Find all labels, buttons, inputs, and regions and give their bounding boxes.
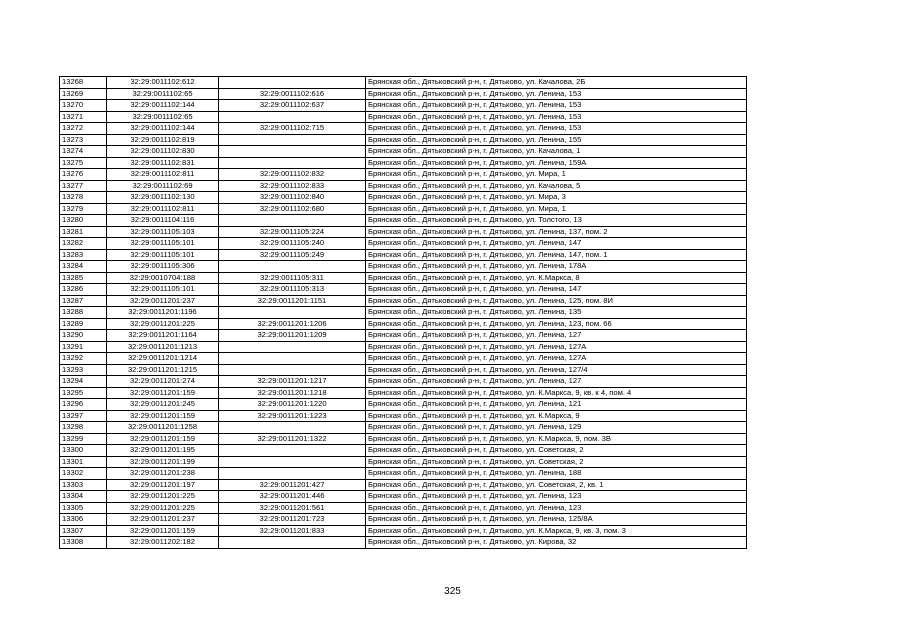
object-number-cell bbox=[219, 261, 366, 273]
cadastral-number-cell: 32:29:0011201:274 bbox=[107, 376, 219, 388]
object-number-cell bbox=[219, 146, 366, 158]
row-number-cell: 13281 bbox=[60, 226, 107, 238]
address-cell: Брянская обл., Дятьковский р-н, г. Дятьково, ул. Ленина, 129 bbox=[366, 422, 747, 434]
object-number-cell bbox=[219, 215, 366, 227]
object-number-cell: 32:29:0011102:637 bbox=[219, 100, 366, 112]
address-cell: Брянская обл., Дятьковский р-н, г. Дятьково, ул. Кирова, 32 bbox=[366, 537, 747, 549]
address-cell: Брянская обл., Дятьковский р-н, г. Дятьково, ул. Ленина, 137, пом. 2 bbox=[366, 226, 747, 238]
address-cell: Брянская обл., Дятьковский р-н, г. Дятьково, ул. Ленина, 147 bbox=[366, 284, 747, 296]
row-number-cell: 13286 bbox=[60, 284, 107, 296]
table-row bbox=[60, 376, 747, 388]
cadastral-number-cell: 32:29:0011102:65 bbox=[107, 111, 219, 123]
cadastral-number-cell: 32:29:0011201:237 bbox=[107, 295, 219, 307]
cadastral-number-cell: 32:29:0011102:830 bbox=[107, 146, 219, 158]
object-number-cell: 32:29:0011102:616 bbox=[219, 88, 366, 100]
address-cell: Брянская обл., Дятьковский р-н, г. Дятьково, ул. Ленина, 123 bbox=[366, 502, 747, 514]
address-cell: Брянская обл., Дятьковский р-н, г. Дятьково, ул. Ленина, 135 bbox=[366, 307, 747, 319]
table-row bbox=[60, 203, 747, 215]
cadastral-table bbox=[59, 76, 747, 549]
row-number-cell: 13304 bbox=[60, 491, 107, 503]
table-row bbox=[60, 502, 747, 514]
table-row bbox=[60, 341, 747, 353]
row-number-cell: 13291 bbox=[60, 341, 107, 353]
table-row bbox=[60, 468, 747, 480]
table-row bbox=[60, 479, 747, 491]
object-number-cell: 32:29:0011201:1218 bbox=[219, 387, 366, 399]
table-row bbox=[60, 514, 747, 526]
table-row bbox=[60, 215, 747, 227]
address-cell: Брянская обл., Дятьковский р-н, г. Дятьково, ул. Качалова, 1 bbox=[366, 146, 747, 158]
address-cell: Брянская обл., Дятьковский р-н, г. Дятьково, ул. К.Маркса, 9, кв. к 4, пом. 4 bbox=[366, 387, 747, 399]
cadastral-number-cell: 32:29:0011105:101 bbox=[107, 238, 219, 250]
table-row bbox=[60, 77, 747, 89]
address-cell: Брянская обл., Дятьковский р-н, г. Дятьково, ул. Ленина, 123 bbox=[366, 491, 747, 503]
table-row bbox=[60, 111, 747, 123]
cadastral-number-cell: 32:29:0011201:1213 bbox=[107, 341, 219, 353]
cadastral-number-cell: 32:29:0011105:103 bbox=[107, 226, 219, 238]
cadastral-number-cell: 32:29:0011104:116 bbox=[107, 215, 219, 227]
address-cell: Брянская обл., Дятьковский р-н, г. Дятьково, ул. Мира, 1 bbox=[366, 203, 747, 215]
table-row bbox=[60, 123, 747, 135]
cadastral-number-cell: 32:29:0011201:159 bbox=[107, 525, 219, 537]
table-row bbox=[60, 146, 747, 158]
cadastral-number-cell: 32:29:0011201:1214 bbox=[107, 353, 219, 365]
cadastral-number-cell: 32:29:0011102:130 bbox=[107, 192, 219, 204]
object-number-cell: 32:29:0011201:1206 bbox=[219, 318, 366, 330]
table-row bbox=[60, 330, 747, 342]
cadastral-number-cell: 32:29:0011201:225 bbox=[107, 318, 219, 330]
row-number-cell: 13307 bbox=[60, 525, 107, 537]
table-row bbox=[60, 249, 747, 261]
object-number-cell: 32:29:0011105:240 bbox=[219, 238, 366, 250]
cadastral-number-cell: 32:29:0011102:811 bbox=[107, 203, 219, 215]
object-number-cell: 32:29:0011201:723 bbox=[219, 514, 366, 526]
table-row bbox=[60, 180, 747, 192]
table-row bbox=[60, 525, 747, 537]
row-number-cell: 13306 bbox=[60, 514, 107, 526]
address-cell: Брянская обл., Дятьковский р-н, г. Дятьково, ул. Ленина, 147, пом. 1 bbox=[366, 249, 747, 261]
object-number-cell: 32:29:0011105:313 bbox=[219, 284, 366, 296]
address-cell: Брянская обл., Дятьковский р-н, г. Дятьково, ул. Ленина, 125/8А bbox=[366, 514, 747, 526]
row-number-cell: 13278 bbox=[60, 192, 107, 204]
address-cell: Брянская обл., Дятьковский р-н, г. Дятьково, ул. Советская, 2 bbox=[366, 456, 747, 468]
object-number-cell: 32:29:0011201:1220 bbox=[219, 399, 366, 411]
row-number-cell: 13303 bbox=[60, 479, 107, 491]
row-number-cell: 13276 bbox=[60, 169, 107, 181]
row-number-cell: 13282 bbox=[60, 238, 107, 250]
object-number-cell bbox=[219, 353, 366, 365]
table-row bbox=[60, 445, 747, 457]
cadastral-number-cell: 32:29:0011201:1196 bbox=[107, 307, 219, 319]
address-cell: Брянская обл., Дятьковский р-н, г. Дятьково, ул. Ленина, 147 bbox=[366, 238, 747, 250]
object-number-cell bbox=[219, 307, 366, 319]
object-number-cell: 32:29:0011201:561 bbox=[219, 502, 366, 514]
address-cell: Брянская обл., Дятьковский р-н, г. Дятьково, ул. К.Маркса, 9 bbox=[366, 410, 747, 422]
object-number-cell bbox=[219, 364, 366, 376]
row-number-cell: 13288 bbox=[60, 307, 107, 319]
cadastral-number-cell: 32:29:0011102:69 bbox=[107, 180, 219, 192]
row-number-cell: 13305 bbox=[60, 502, 107, 514]
object-number-cell bbox=[219, 341, 366, 353]
row-number-cell: 13290 bbox=[60, 330, 107, 342]
object-number-cell: 32:29:0011201:1151 bbox=[219, 295, 366, 307]
table-row bbox=[60, 399, 747, 411]
object-number-cell bbox=[219, 157, 366, 169]
table-row bbox=[60, 261, 747, 273]
row-number-cell: 13289 bbox=[60, 318, 107, 330]
address-cell: Брянская обл., Дятьковский р-н, г. Дятьково, ул. Ленина, 127/4 bbox=[366, 364, 747, 376]
row-number-cell: 13296 bbox=[60, 399, 107, 411]
row-number-cell: 13280 bbox=[60, 215, 107, 227]
object-number-cell: 32:29:0011201:1322 bbox=[219, 433, 366, 445]
table-row bbox=[60, 284, 747, 296]
address-cell: Брянская обл., Дятьковский р-н, г. Дятьково, ул. Ленина, 153 bbox=[366, 123, 747, 135]
cadastral-number-cell: 32:29:0011102:144 bbox=[107, 123, 219, 135]
table-row bbox=[60, 272, 747, 284]
row-number-cell: 13300 bbox=[60, 445, 107, 457]
object-number-cell: 32:29:0011102:680 bbox=[219, 203, 366, 215]
table-row bbox=[60, 410, 747, 422]
row-number-cell: 13294 bbox=[60, 376, 107, 388]
address-cell: Брянская обл., Дятьковский р-н, г. Дятьково, ул. К.Маркса, 8 bbox=[366, 272, 747, 284]
address-cell: Брянская обл., Дятьковский р-н, г. Дятьково, ул. Ленина, 123, пом. 66 bbox=[366, 318, 747, 330]
table-row bbox=[60, 387, 747, 399]
address-cell: Брянская обл., Дятьковский р-н, г. Дятьково, ул. Ленина, 127А bbox=[366, 341, 747, 353]
object-number-cell bbox=[219, 537, 366, 549]
table-row bbox=[60, 318, 747, 330]
cadastral-number-cell: 32:29:0011201:159 bbox=[107, 433, 219, 445]
address-cell: Брянская обл., Дятьковский р-н, г. Дятьково, ул. Качалова, 2Б bbox=[366, 77, 747, 89]
cadastral-number-cell: 32:29:0011201:1215 bbox=[107, 364, 219, 376]
row-number-cell: 13293 bbox=[60, 364, 107, 376]
object-number-cell: 32:29:0011102:715 bbox=[219, 123, 366, 135]
object-number-cell: 32:29:0011201:1217 bbox=[219, 376, 366, 388]
table-row bbox=[60, 226, 747, 238]
object-number-cell: 32:29:0011105:249 bbox=[219, 249, 366, 261]
cadastral-number-cell: 32:29:0011201:159 bbox=[107, 410, 219, 422]
cadastral-number-cell: 32:29:0011105:101 bbox=[107, 284, 219, 296]
address-cell: Брянская обл., Дятьковский р-н, г. Дятьково, ул. Советская, 2, кв. 1 bbox=[366, 479, 747, 491]
object-number-cell bbox=[219, 422, 366, 434]
address-cell: Брянская обл., Дятьковский р-н, г. Дятьково, ул. Мира, 1 bbox=[366, 169, 747, 181]
cadastral-number-cell: 32:29:0011201:238 bbox=[107, 468, 219, 480]
row-number-cell: 13287 bbox=[60, 295, 107, 307]
table-row bbox=[60, 157, 747, 169]
address-cell: Брянская обл., Дятьковский р-н, г. Дятьково, ул. Ленина, 121 bbox=[366, 399, 747, 411]
cadastral-number-cell: 32:29:0011102:612 bbox=[107, 77, 219, 89]
object-number-cell: 32:29:0011201:427 bbox=[219, 479, 366, 491]
row-number-cell: 13274 bbox=[60, 146, 107, 158]
object-number-cell: 32:29:0011105:224 bbox=[219, 226, 366, 238]
address-cell: Брянская обл., Дятьковский р-н, г. Дятьково, ул. Ленина, 127 bbox=[366, 376, 747, 388]
cadastral-number-cell: 32:29:0011201:225 bbox=[107, 502, 219, 514]
row-number-cell: 13295 bbox=[60, 387, 107, 399]
row-number-cell: 13277 bbox=[60, 180, 107, 192]
row-number-cell: 13283 bbox=[60, 249, 107, 261]
object-number-cell: 32:29:0011105:311 bbox=[219, 272, 366, 284]
cadastral-number-cell: 32:29:0011201:159 bbox=[107, 387, 219, 399]
cadastral-number-cell: 32:29:0011102:811 bbox=[107, 169, 219, 181]
address-cell: Брянская обл., Дятьковский р-н, г. Дятьково, ул. Толстого, 13 bbox=[366, 215, 747, 227]
row-number-cell: 13284 bbox=[60, 261, 107, 273]
object-number-cell: 32:29:0011201:1209 bbox=[219, 330, 366, 342]
cadastral-number-cell: 32:29:0011102:831 bbox=[107, 157, 219, 169]
cadastral-number-cell: 32:29:0011201:1164 bbox=[107, 330, 219, 342]
object-number-cell: 32:29:0011102:832 bbox=[219, 169, 366, 181]
row-number-cell: 13297 bbox=[60, 410, 107, 422]
row-number-cell: 13268 bbox=[60, 77, 107, 89]
object-number-cell bbox=[219, 456, 366, 468]
table-row bbox=[60, 353, 747, 365]
table-row bbox=[60, 456, 747, 468]
row-number-cell: 13308 bbox=[60, 537, 107, 549]
address-cell: Брянская обл., Дятьковский р-н, г. Дятьково, ул. Ленина, 125, пом. 8И bbox=[366, 295, 747, 307]
cadastral-number-cell: 32:29:0011201:225 bbox=[107, 491, 219, 503]
object-number-cell: 32:29:0011201:446 bbox=[219, 491, 366, 503]
cadastral-number-cell: 32:29:0011102:65 bbox=[107, 88, 219, 100]
address-cell: Брянская обл., Дятьковский р-н, г. Дятьково, ул. Мира, 3 bbox=[366, 192, 747, 204]
cadastral-number-cell: 32:29:0011105:306 bbox=[107, 261, 219, 273]
address-cell: Брянская обл., Дятьковский р-н, г. Дятьково, ул. Советская, 2 bbox=[366, 445, 747, 457]
row-number-cell: 13301 bbox=[60, 456, 107, 468]
address-cell: Брянская обл., Дятьковский р-н, г. Дятьково, ул. Ленина, 178А bbox=[366, 261, 747, 273]
cadastral-number-cell: 32:29:0011201:195 bbox=[107, 445, 219, 457]
table-row bbox=[60, 100, 747, 112]
row-number-cell: 13285 bbox=[60, 272, 107, 284]
address-cell: Брянская обл., Дятьковский р-н, г. Дятьково, ул. Ленина, 153 bbox=[366, 100, 747, 112]
table-row bbox=[60, 238, 747, 250]
row-number-cell: 13279 bbox=[60, 203, 107, 215]
table-row bbox=[60, 134, 747, 146]
object-number-cell bbox=[219, 134, 366, 146]
row-number-cell: 13298 bbox=[60, 422, 107, 434]
table-row bbox=[60, 88, 747, 100]
row-number-cell: 13302 bbox=[60, 468, 107, 480]
object-number-cell: 32:29:0011102:840 bbox=[219, 192, 366, 204]
row-number-cell: 13292 bbox=[60, 353, 107, 365]
cadastral-number-cell: 32:29:0011102:144 bbox=[107, 100, 219, 112]
row-number-cell: 13271 bbox=[60, 111, 107, 123]
cadastral-number-cell: 32:29:0011201:197 bbox=[107, 479, 219, 491]
address-cell: Брянская обл., Дятьковский р-н, г. Дятьково, ул. Ленина, 159А bbox=[366, 157, 747, 169]
cadastral-number-cell: 32:29:0011102:819 bbox=[107, 134, 219, 146]
address-cell: Брянская обл., Дятьковский р-н, г. Дятьково, ул. Ленина, 127 bbox=[366, 330, 747, 342]
table-row bbox=[60, 491, 747, 503]
object-number-cell bbox=[219, 111, 366, 123]
row-number-cell: 13270 bbox=[60, 100, 107, 112]
row-number-cell: 13273 bbox=[60, 134, 107, 146]
table-row bbox=[60, 422, 747, 434]
row-number-cell: 13269 bbox=[60, 88, 107, 100]
table-row bbox=[60, 537, 747, 549]
row-number-cell: 13272 bbox=[60, 123, 107, 135]
page-number: 325 bbox=[444, 586, 461, 597]
table-body bbox=[60, 77, 747, 549]
object-number-cell: 32:29:0011201:833 bbox=[219, 525, 366, 537]
address-cell: Брянская обл., Дятьковский р-н, г. Дятьково, ул. Ленина, 155 bbox=[366, 134, 747, 146]
table-row bbox=[60, 307, 747, 319]
address-cell: Брянская обл., Дятьковский р-н, г. Дятьково, ул. Ленина, 127А bbox=[366, 353, 747, 365]
cadastral-number-cell: 32:29:0011201:245 bbox=[107, 399, 219, 411]
cadastral-number-cell: 32:29:0011201:1258 bbox=[107, 422, 219, 434]
cadastral-number-cell: 32:29:0011201:199 bbox=[107, 456, 219, 468]
cadastral-number-cell: 32:29:0011202:182 bbox=[107, 537, 219, 549]
address-cell: Брянская обл., Дятьковский р-н, г. Дятьково, ул. Ленина, 153 bbox=[366, 88, 747, 100]
row-number-cell: 13275 bbox=[60, 157, 107, 169]
address-cell: Брянская обл., Дятьковский р-н, г. Дятьково, ул. К.Маркса, 9, кв. 3, пом. 3 bbox=[366, 525, 747, 537]
table-row bbox=[60, 295, 747, 307]
row-number-cell: 13299 bbox=[60, 433, 107, 445]
object-number-cell bbox=[219, 445, 366, 457]
cadastral-number-cell: 32:29:0010704:188 bbox=[107, 272, 219, 284]
cadastral-number-cell: 32:29:0011201:237 bbox=[107, 514, 219, 526]
address-cell: Брянская обл., Дятьковский р-н, г. Дятьково, ул. Ленина, 153 bbox=[366, 111, 747, 123]
address-cell: Брянская обл., Дятьковский р-н, г. Дятьково, ул. Ленина, 188 bbox=[366, 468, 747, 480]
cadastral-number-cell: 32:29:0011105:101 bbox=[107, 249, 219, 261]
table-row bbox=[60, 169, 747, 181]
object-number-cell: 32:29:0011201:1223 bbox=[219, 410, 366, 422]
object-number-cell: 32:29:0011102:833 bbox=[219, 180, 366, 192]
table-row bbox=[60, 192, 747, 204]
object-number-cell bbox=[219, 468, 366, 480]
table-row bbox=[60, 364, 747, 376]
address-cell: Брянская обл., Дятьковский р-н, г. Дятьково, ул. Качалова, 5 bbox=[366, 180, 747, 192]
address-cell: Брянская обл., Дятьковский р-н, г. Дятьково, ул. К.Маркса, 9, пом. 3В bbox=[366, 433, 747, 445]
table-row bbox=[60, 433, 747, 445]
object-number-cell bbox=[219, 77, 366, 89]
